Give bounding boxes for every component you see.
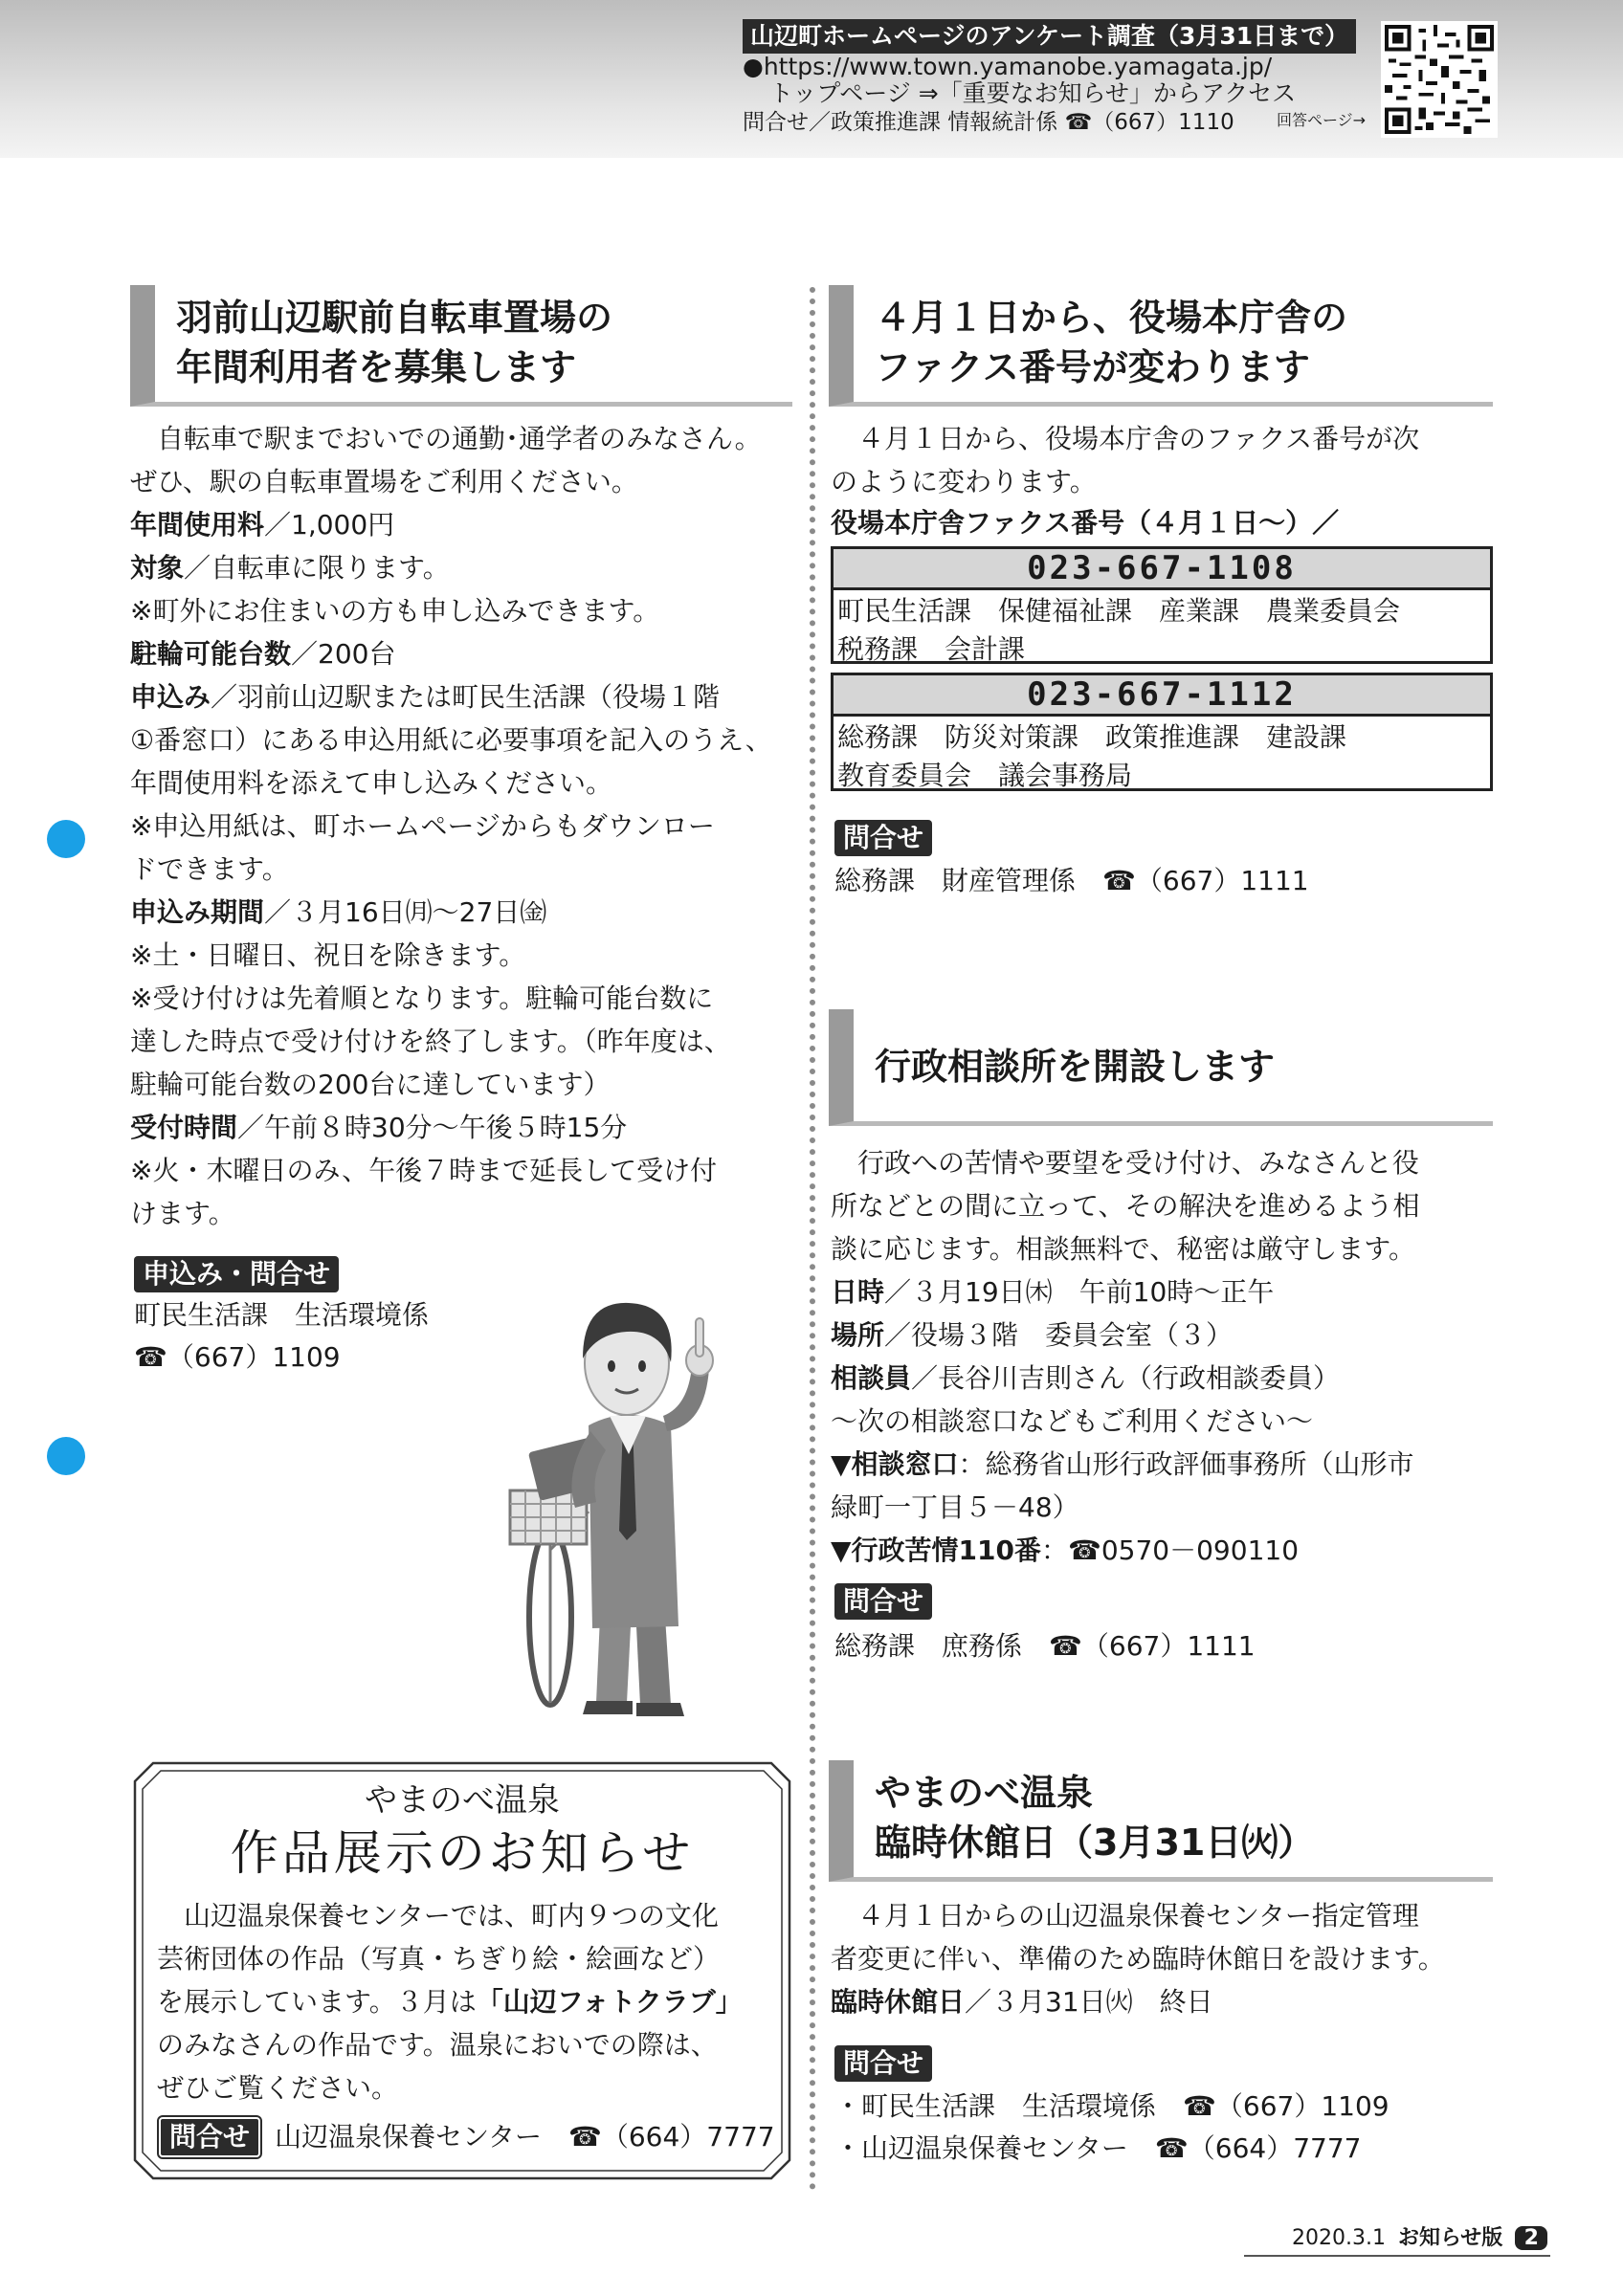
qr-code-graphic	[1385, 25, 1494, 134]
fax-title-line2: ファクス番号が変わります	[875, 346, 1310, 388]
bicycle-contact-dept: 町民生活課 生活環境係	[134, 1299, 430, 1331]
hours-label: 受付時間	[130, 1112, 238, 1143]
fax-intro-2: のように変わります。	[831, 466, 1097, 497]
exhibit-contact-badge: 問合せ	[159, 2117, 260, 2157]
period-value: ／３月16日㈪～27日㈮	[264, 896, 547, 928]
survey-url[interactable]: ●https://www.town.yamanobe.yamagata.jp/	[743, 53, 1273, 80]
page-number: 2	[1515, 2226, 1547, 2250]
bicycle-title-line1: 羽前山辺駅前自転車置場の	[176, 297, 613, 339]
fax-body	[831, 417, 1419, 543]
consult-date-value: ／３月19日㈭ 午前10時～正午	[884, 1276, 1275, 1308]
exhibit-title: 作品展示のお知らせ	[230, 1825, 695, 1881]
onsen-closed-contact-1: ・町民生活課 生活環境係 ☎（667）1109	[834, 2090, 1390, 2122]
fax-contact-badge: 問合せ	[834, 820, 932, 856]
fax-title-line1: ４月１日から、役場本庁舎の	[875, 297, 1348, 339]
onsen-closed-contact-badge: 問合せ	[834, 2045, 932, 2082]
bicycle-title-line2: 年間利用者を募集します	[176, 346, 577, 388]
fax-box-1	[831, 546, 1493, 664]
bicycle-contact-tel: ☎（667）1109	[134, 1341, 341, 1373]
hours-value: ／午前８時30分～午後５時15分	[237, 1112, 628, 1143]
onsen-closed-value: ／３月31日㈫ 終日	[965, 1986, 1213, 2018]
fax-depts-1a: 町民生活課 保健福祉課 産業課 農業委員会	[837, 595, 1401, 627]
exhibit-line4: のみなさんの作品です。温泉においでの際は、	[157, 2029, 718, 2061]
onsen-closed-title-2: 臨時休館日（3月31日㈫）	[875, 1821, 1315, 1864]
bicycle-intro-2: ぜひ、駅の自転車置場をご利用ください。	[130, 466, 638, 497]
fax-box-2	[831, 673, 1493, 791]
target-note: ※町外にお住まいの方も申し込みできます。	[130, 595, 660, 627]
capacity-value: ／200台	[291, 638, 396, 670]
survey-contact: 問合せ／政策推進課 情報統計係 ☎（667）1110	[743, 110, 1234, 135]
exhibit-contact-text: 山辺温泉保養センター ☎（664）7777	[275, 2121, 775, 2152]
onsen-closed-line2: 者変更に伴い、準備のため臨時休館日を設けます。	[831, 1943, 1445, 1975]
fax-number-1: 023-667-1108	[834, 549, 1490, 590]
apply-value: ／羽前山辺駅または町民生活課（役場１階	[211, 681, 721, 713]
consult-person-value: ／長谷川吉則さん（行政相談委員）	[911, 1362, 1341, 1394]
hours-note-2: けます。	[130, 1198, 235, 1229]
fax-heading	[829, 285, 1493, 407]
consult-other: ～次の相談窓口などもご利用ください～	[831, 1405, 1314, 1437]
capacity-label: 駐輪可能台数	[130, 638, 292, 670]
exhibit-subtitle: やまのべ温泉	[365, 1781, 560, 1820]
consult-person-row	[831, 1357, 1419, 1400]
fax-depts-2b: 教育委員会 議会事務局	[837, 760, 1133, 791]
exhibit-line3	[157, 1980, 743, 2023]
apply-line-3: 年間使用料を添えて申し込みください。	[130, 767, 613, 799]
fax-intro-1: ４月１日から、役場本庁舎のファクス番号が次	[857, 423, 1420, 454]
consult-intro-1: 行政への苦情や要望を受け付け、みなさんと役	[857, 1147, 1419, 1179]
exhibit-notice-box	[132, 1760, 792, 2181]
fax-depts-1b: 税務課 会計課	[837, 633, 1026, 665]
footer-rule	[1244, 2255, 1550, 2257]
target-value: ／自転車に限ります。	[184, 552, 450, 584]
onsen-closed-heading	[829, 1760, 1493, 1882]
download-note-2: ドできます。	[130, 853, 289, 885]
order-note-3: 駐輪可能台数の200台に達しています）	[130, 1069, 611, 1100]
apply-line-2: ①番窓口）にある申込用紙に必要事項を記入のうえ、	[130, 724, 772, 756]
consult-place-value: ／役場３階 委員会室（３）	[884, 1319, 1234, 1351]
consult-hotline-value: ：☎0570－090110	[1040, 1534, 1300, 1566]
fax-depts-2a: 総務課 防災対策課 政策推進課 建設課	[837, 721, 1347, 753]
period-note: ※土・日曜日、祝日を除きます。	[130, 939, 526, 971]
exhibit-line5: ぜひご覧ください。	[157, 2072, 399, 2104]
consult-intro-2: 所などとの間に立って、その解決を進めるよう相	[831, 1190, 1420, 1222]
consult-title: 行政相談所を開設します	[875, 1046, 1276, 1088]
consult-body	[831, 1141, 1419, 1572]
consult-place-row	[831, 1314, 1419, 1357]
fax-contact	[834, 820, 1309, 902]
bicycle-body	[130, 417, 772, 1235]
consult-window-value: ：総務省山形行政評価事務所（山形市	[958, 1448, 1414, 1480]
fax-label: 役場本庁舎ファクス番号（４月１日～）／	[831, 507, 1340, 539]
consult-hotline-label: ▼行政苦情110番	[831, 1534, 1041, 1566]
exhibit-club-name: 「山辺フォトクラブ」	[476, 1986, 743, 2018]
consult-contact	[834, 1583, 1256, 1667]
exhibit-body	[157, 1894, 743, 2109]
onsen-closed-line1: ４月１日からの山辺温泉保養センター指定管理	[857, 1900, 1419, 1932]
consult-heading	[829, 1009, 1493, 1126]
apply-label: 申込み	[130, 681, 211, 713]
bicycle-heading	[130, 285, 792, 407]
qr-code-icon[interactable]	[1381, 21, 1498, 138]
fee-value: ／1,000円	[264, 509, 395, 541]
capacity-row	[130, 632, 772, 675]
column-divider	[810, 287, 815, 2191]
survey-title: 山辺町ホームページのアンケート調査（3月31日まで）	[743, 19, 1356, 54]
fax-contact-text: 総務課 財産管理係 ☎（667）1111	[834, 865, 1309, 896]
exhibit-line1: 山辺温泉保養センターでは、町内９つの文化	[184, 1900, 719, 1932]
download-note-1: ※申込用紙は、町ホームページからもダウンロー	[130, 810, 715, 842]
consult-hotline-row	[831, 1529, 1419, 1572]
survey-access: トップページ ⇒「重要なお知らせ」からアクセス	[769, 79, 1297, 107]
bicycle-contact	[134, 1256, 429, 1379]
order-note-1: ※受け付けは先着順となります。駐輪可能台数に	[130, 982, 714, 1014]
bicycle-contact-badge: 申込み・問合せ	[134, 1256, 339, 1292]
consult-window-row	[831, 1443, 1419, 1486]
consult-contact-badge: 問合せ	[834, 1583, 932, 1620]
bicycle-intro-1: 自転車で駅までおいでの通勤･通学者のみなさん。	[157, 423, 762, 454]
target-label: 対象	[130, 552, 185, 584]
exhibit-line3a: を展示しています。３月は	[157, 1986, 477, 2018]
onsen-closed-contact	[834, 2045, 1390, 2170]
consult-contact-text: 総務課 庶務係 ☎（667）1111	[834, 1630, 1256, 1662]
apply-row	[130, 675, 772, 718]
onsen-closed-contact-2: ・山辺温泉保養センター ☎（664）7777	[834, 2132, 1362, 2164]
consult-date-label: 日時	[831, 1276, 885, 1308]
qr-caption: 回答ページ→	[1277, 111, 1367, 129]
exhibit-contact	[159, 2116, 775, 2157]
exhibit-line2: 芸術団体の作品（写真・ちぎり絵・絵画など）	[157, 1943, 721, 1975]
fax-number-2: 023-667-1112	[834, 675, 1490, 717]
target-row	[130, 546, 772, 589]
onsen-closed-row	[831, 1980, 1445, 2023]
hours-row	[130, 1106, 772, 1149]
order-note-2: 達した時点で受け付けを終了します。（昨年度は、	[130, 1026, 731, 1057]
hours-note-1: ※火・木曜日のみ、午後７時まで延長して受け付	[130, 1155, 718, 1186]
onsen-closed-label: 臨時休館日	[831, 1986, 966, 2018]
consult-place-label: 場所	[831, 1319, 885, 1351]
footer-date: 2020.3.1	[1292, 2226, 1386, 2250]
fee-label: 年間使用料	[130, 509, 265, 541]
consult-date-row	[831, 1270, 1419, 1314]
page-footer	[1292, 2221, 1547, 2251]
footer-edition: お知らせ版	[1397, 2226, 1503, 2250]
onsen-closed-title-1: やまのべ温泉	[875, 1772, 1094, 1814]
margin-dot	[47, 1437, 85, 1475]
period-row	[130, 891, 772, 934]
person-bicycle-illustration	[483, 1263, 770, 1722]
consult-window-line2: 緑町一丁目５－48）	[831, 1491, 1079, 1523]
consult-intro-3: 談に応じます。相談無料で、秘密は厳守します。	[831, 1233, 1415, 1265]
consult-person-label: 相談員	[831, 1362, 912, 1394]
fee-row	[130, 503, 772, 546]
period-label: 申込み期間	[130, 896, 265, 928]
onsen-closed-body	[831, 1894, 1445, 2023]
consult-window-label: ▼相談窓口	[831, 1448, 959, 1480]
margin-dot	[47, 820, 85, 858]
